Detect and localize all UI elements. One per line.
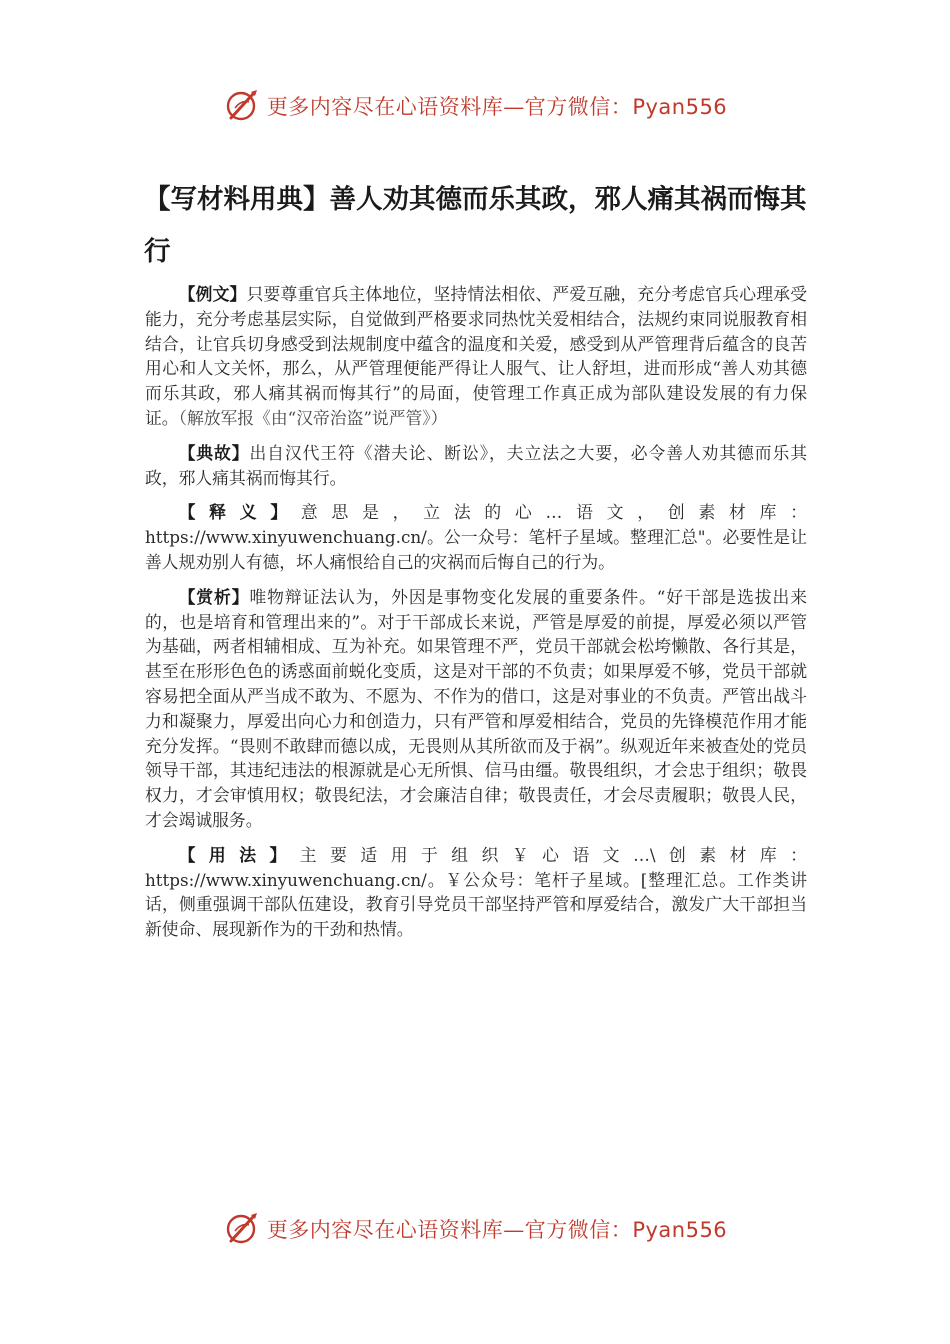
watermark-wechat-id: Pyan556: [632, 1218, 728, 1242]
allusion-text: 出自汉代王符《潜夫论、断讼》，夫立法之大要，必令善人劝其德而乐其政，邪人痛其祸而悔其行。: [145, 442, 807, 488]
section-tag-example: 【例文】: [178, 284, 247, 304]
header-watermark: [0, 84, 950, 128]
paragraph-appreciation: [145, 585, 807, 833]
section-tag-meaning: 【释义】: [178, 502, 301, 523]
section-tag-allusion: 【典故】: [178, 442, 250, 463]
watermark-text: 更多内容尽在心语资料库—官方微信：: [266, 95, 633, 119]
example-text: 只要尊重官兵主体地位，坚持情法相依、严爱互融，充分考虑官兵心理承受能力，充分考虑基层实际，自觉做到严格要求同热忱关爱相结合，法规约束同说服教育相结合，让官兵切身感受到法规制度中蕴含的温度和关爱，感受到从严管理背后蕴含的良苦用心和人文关怀，那么，从严管理便能严得让人服气、让人舒坦，进而形成“善人劝其德而乐其政，邪人痛其祸而悔其行”的局面，使管理工作真正成为部队建设发展的有力保证。: [145, 284, 807, 428]
section-tag-appreciation: 【赏析】: [178, 586, 250, 607]
paragraph-meaning: [145, 500, 807, 574]
usage-text: 主要适用于组织￥心语文…\创素材库：https://www.xinyuwenchuang.cn/。￥公众号：笔杆子星域。[整理汇总。工作类讲话，侧重强调干部队伍建设，教育引导党员干部坚持严管和厚爱结合，激发广大干部担当新使命、展现新作为的干劲和热情。: [145, 844, 807, 940]
example-source: （解放军报《由“汉帝治盗”说严管》）: [178, 407, 448, 428]
pen-logo-icon: [223, 1209, 263, 1249]
watermark-wechat-id: Pyan556: [632, 95, 728, 119]
appreciation-text: 唯物辩证法认为，外因是事物变化发展的重要条件。“好干部是选拔出来的，也是培育和管理出来的”。对于干部成长来说，严管是厚爱的前提，厚爱必须以严管为基础，两者相辅相成、互为补充。如果管理不严，党员干部就会松垮懒散、各行其是，甚至在形形色色的诱惑面前蜕化变质，这是对干部的不负责；如果厚爱不够，党员干部就容易把全面从严当成不敢为、不愿为、不作为的借口，这是对事业的不负责。严管出战斗力和凝聚力，厚爱出向心力和创造力，只有严管和厚爱相结合，党员的先锋模范作用才能充分发挥。“畏则不敢肆而德以成，无畏则从其所欲而及于祸”。纵观近年来被查处的党员领导干部，其违纪违法的根源就是心无所惧、信马由缰。敬畏组织，才会忠于组织；敬畏权力，才会审慎用权；敬畏纪法，才会廉洁自律；敬畏责任，才会尽责履职；敬畏人民，才会竭诚服务。: [145, 586, 807, 830]
article-body: [145, 282, 807, 952]
meaning-text: 意思是，立法的心…语文，创素材库：https://www.xinyuwenchuang.cn/。公一众号：笔杆子星域。整理汇总"。必要性是让善人规劝别人有德，坏人痛恨给自己的灾祸而后悔自己的行为。: [145, 502, 807, 572]
section-tag-usage: 【用法】: [178, 844, 300, 865]
watermark-text: 更多内容尽在心语资料库—官方微信：: [266, 1218, 633, 1242]
paragraph-allusion: [145, 441, 807, 491]
pen-logo-icon: [223, 86, 263, 126]
footer-watermark: [0, 1207, 950, 1251]
page-title: 【写材料用典】善人劝其德而乐其政，邪人痛其祸而悔其行: [144, 184, 807, 267]
paragraph-usage: [145, 843, 807, 942]
paragraph-example: [145, 282, 807, 431]
